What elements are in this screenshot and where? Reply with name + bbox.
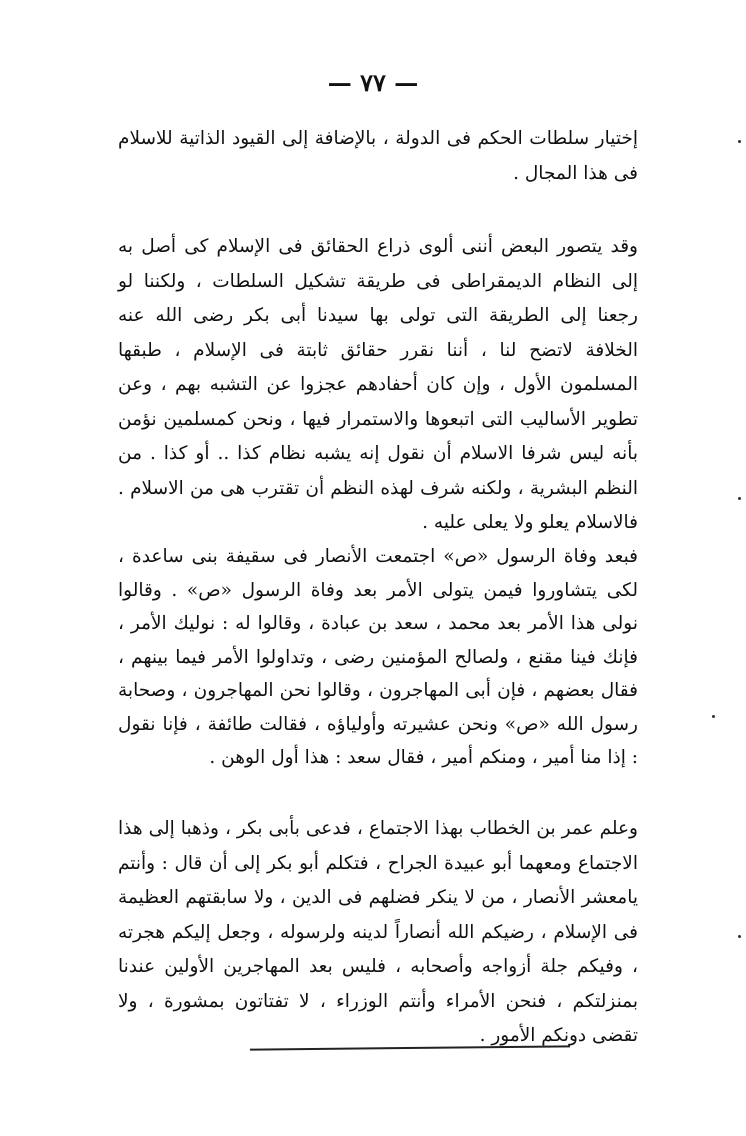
margin-speck (738, 497, 741, 500)
paragraph-3: فبعد وفاة الرسول «ص» اجتمعت الأنصار فى سقيفة بنى ساعدة ، لكى يتشاوروا فيمن يتولى الأمر بعد وفاة الرسول «ص» . وقالوا نولى هذا الأمر بعد محمد ، سعد بن عبادة ، وقالوا له : نوليك الأمر ، فإنك فينا مقنع ، ولصالح المؤمنين رضى ، وتداولوا الأمر فيما بينهم ، فقال بعضهم ، فإن أبى المهاجرون ، وقالوا نحن المهاجرون ، وصحابة رسول الله «ص» ونحن عشيرته وأولياؤه ، فقالت طائفة ، فإنا نقول : إذا منا أمير ، ومنكم أمير ، فقال سعد : هذا أول الوهن . (118, 546, 638, 768)
margin-speck (738, 140, 741, 143)
paragraph-1: إختيار سلطات الحكم فى الدولة ، بالإضافة إلى القيود الذاتية للاسلام فى هذا المجال . (118, 128, 638, 184)
page-number: — ٧٧ — (327, 68, 419, 97)
margin-speck (712, 715, 715, 718)
margin-speck (738, 935, 741, 938)
paragraph-4: وعلم عمر بن الخطاب بهذا الاجتماع ، فدعى بأبى بكر ، وذهبا إلى هذا الاجتماع ومعهما أبو عبيدة الجراح ، فتكلم أبو بكر إلى أن قال : وأنتم يامعشر الأنصار ، من لا ينكر فضلهم فى الدين ، ولا سابقتهم العظيمة فى الإسلام ، رضيكم الله أنصاراً لدينه ولرسوله ، وجعل إليكم هجرته ، وفيكم جلة أزواجه وأصحابه ، فليس بعد المهاجرين الأولين عندنا بمنزلتكم ، فنحن الأمراء وأنتم الوزراء ، لا تفتاتون بمشورة ، ولا تقضى دونكم الأمور . (118, 818, 638, 1046)
paragraph-2: وقد يتصور البعض أننى ألوى ذراع الحقائق فى الإسلام كى أصل به إلى النظام الديمقراطى فى طريقة تشكيل السلطات ، ولكننا لو رجعنا إلى الطريقة التى تولى بها سيدنا أبى بكر رضى الله عنه الخلافة لاتضح لنا ، أننا نقرر حقائق ثابتة فى الإسلام ، طبقها المسلمون الأول ، وإن كان أحفادهم عجزوا عن التشبه بهم ، وعن تطوير الأساليب التى اتبعوها والاستمرار فيها ، ونحن كمسلمين نؤمن بأنه ليس شرفا الاسلام أن نقول إنه يشبه نظام كذا .. أو كذا . من النظم البشرية ، ولكنه شرف لهذه النظم أن تقترب هى من الاسلام . فالاسلام يعلو ولا يعلى عليه . (118, 236, 638, 533)
